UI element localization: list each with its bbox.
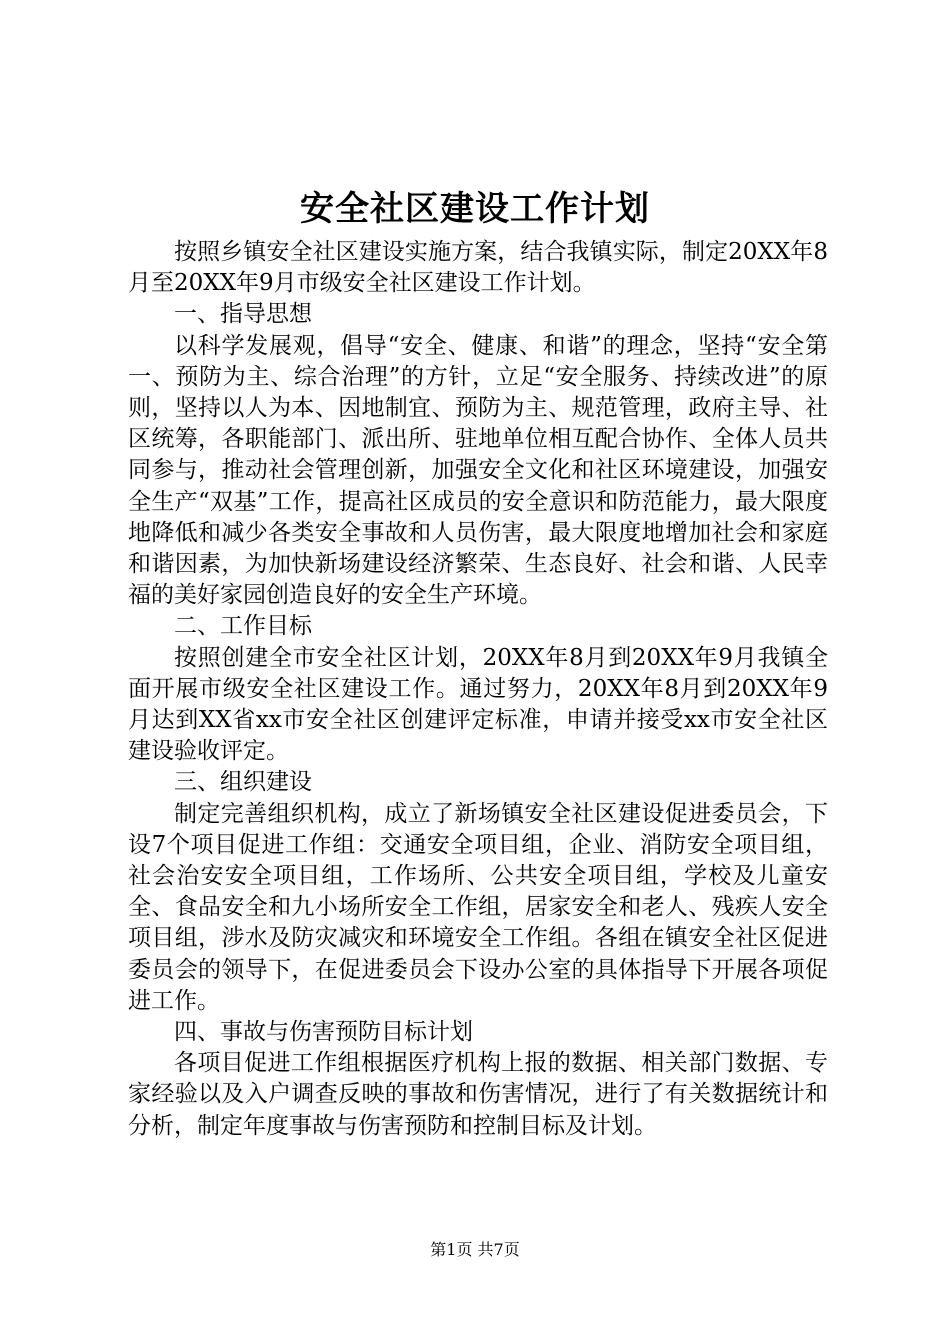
- section-heading-work-goals: 二、工作目标: [174, 613, 312, 640]
- section-heading-organization: 三、组织建设: [174, 769, 312, 796]
- section-heading-prevention-plan: 四、事故与伤害预防目标计划: [174, 1019, 473, 1046]
- page-footer: 第1页 共7页: [430, 1240, 520, 1259]
- document-body: [128, 237, 828, 1142]
- prevention-plan-paragraph: 各项目促进工作组根据医疗机构上报的数据、相关部门数据、专家经验以及入户调查反映的事故和伤害情况，进行了有关数据统计和分析，制定年度事故与伤害预防和控制目标及计划。: [128, 1050, 828, 1139]
- intro-paragraph: 按照乡镇安全社区建设实施方案，结合我镇实际，制定20XX年8月至20XX年9月市级安全社区建设工作计划。: [128, 239, 828, 297]
- work-goals-paragraph: 按照创建全市安全社区计划，20XX年8月到20XX年9月我镇全面开展市级安全社区建设工作。通过努力，20XX年8月到20XX年9月达到XX省xx市安全社区创建评定标准，申请并接受xx市安全社区建设验收评定。: [128, 644, 828, 765]
- section-heading-guiding-ideology: 一、指导思想: [174, 301, 312, 328]
- organization-paragraph: 制定完善组织机构，成立了新场镇安全社区建设促进委员会，下设7个项目促进工作组：交通安全项目组，企业、消防安全项目组，社会治安安全项目组，工作场所、公共安全项目组，学校及儿童安全、食品安全和九小场所安全工作组，居家安全和老人、残疾人安全项目组，涉水及防灾减灾和环境安全工作组。各组在镇安全社区促进委员会的领导下，在促进委员会下设办公室的具体指导下开展各项促进工作。: [128, 800, 828, 1014]
- document-title: 安全社区建设工作计划: [300, 189, 650, 229]
- guiding-ideology-paragraph: 以科学发展观，倡导“安全、健康、和谐”的理念，坚持“安全第一、预防为主、综合治理”的方针，立足“安全服务、持续改进”的原则，坚持以人为本、因地制宜、预防为主、规范管理，政府主导、社区统筹，各职能部门、派出所、驻地单位相互配合协作、全体人员共同参与，推动社会管理创新，加强安全文化和社区环境建设，加强安全生产“双基”工作，提高社区成员的安全意识和防范能力，最大限度地降低和减少各类安全事故和人员伤害，最大限度地增加社会和家庭和谐因素，为加快新场建设经济繁荣、生态良好、社会和谐、人民幸福的美好家园创造良好的安全生产环境。: [128, 332, 828, 609]
